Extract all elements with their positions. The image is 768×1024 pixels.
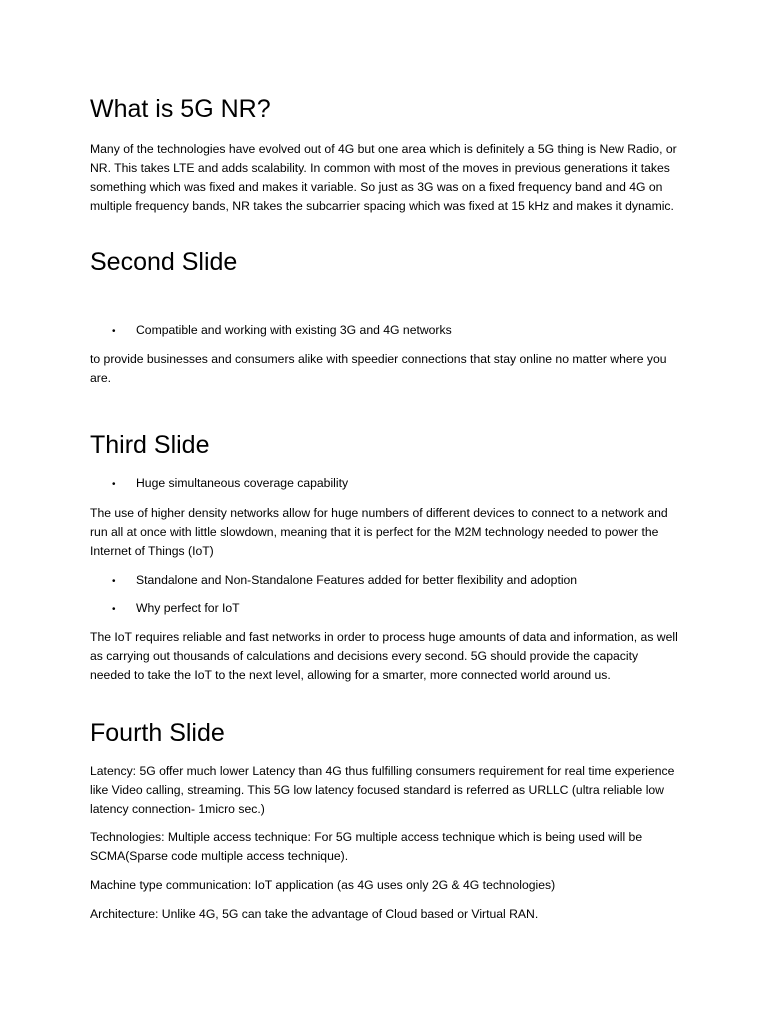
paragraph-iot-requires: The IoT requires reliable and fast networks in order to process huge amounts of data and information, as well as carrying out thousands of calculations and decisions every second. 5G should provide the capacity needed to take the IoT to the next level, allowing for a smarter, more connected world around us. — [90, 630, 678, 682]
bullet-dot-icon: • — [112, 326, 116, 337]
paragraph-technologies: Technologies: Multiple access technique: For 5G multiple access technique which is being used will be SCMA(Sparse code multiple access technique). — [90, 830, 643, 863]
bullet-dot-icon: • — [112, 479, 116, 490]
bullet-dot-icon: • — [112, 576, 116, 587]
heading-third-slide: Third Slide — [90, 431, 210, 459]
paragraph-latency: Latency: 5G offer much lower Latency than 4G thus fulfilling consumers requirement for real time experience like Video calling, streaming. This 5G low latency focused standard is referred as URLLC (ultra reliable low latency connection- 1micro sec.) — [90, 764, 675, 816]
paragraph-machine-type: Machine type communication: IoT application (as 4G uses only 2G & 4G technologies) — [90, 878, 556, 892]
bullet-item-coverage — [112, 474, 348, 494]
bullet-text: Standalone and Non-Standalone Features added for better flexibility and adoption — [136, 573, 578, 587]
bullet-dot-icon: • — [112, 604, 116, 615]
bullet-item-standalone — [112, 571, 577, 591]
bullet-text: Huge simultaneous coverage capability — [136, 476, 349, 490]
paragraph-higher-density: The use of higher density networks allow for huge numbers of different devices to connect to a network and run all at once with little slowdown, meaning that it is perfect for the M2M technology needed to power the Internet of Things (IoT) — [90, 506, 668, 558]
bullet-item-why-iot — [112, 599, 240, 619]
paragraph-architecture: Architecture: Unlike 4G, 5G can take the advantage of Cloud based or Virtual RAN. — [90, 907, 539, 921]
paragraph-businesses-consumers: to provide businesses and consumers alike with speedier connections that stay online no matter where you are. — [90, 352, 667, 385]
bullet-text: Why perfect for IoT — [136, 601, 240, 615]
bullet-text: Compatible and working with existing 3G and 4G networks — [136, 323, 452, 337]
bullet-item-compatible — [112, 321, 452, 341]
paragraph-5g-nr-intro: Many of the technologies have evolved out of 4G but one area which is definitely a 5G thing is New Radio, or NR. This takes LTE and adds scalability. In common with most of the moves in previous generations it takes something which was fixed and makes it variable. So just as 3G was on a fixed frequency band and 4G on multiple frequency bands, NR takes the subcarrier spacing which was fixed at 15 kHz and makes it dynamic. — [90, 142, 677, 213]
heading-fourth-slide: Fourth Slide — [90, 719, 225, 747]
heading-second-slide: Second Slide — [90, 248, 238, 276]
heading-what-is-5g-nr: What is 5G NR? — [90, 95, 271, 123]
